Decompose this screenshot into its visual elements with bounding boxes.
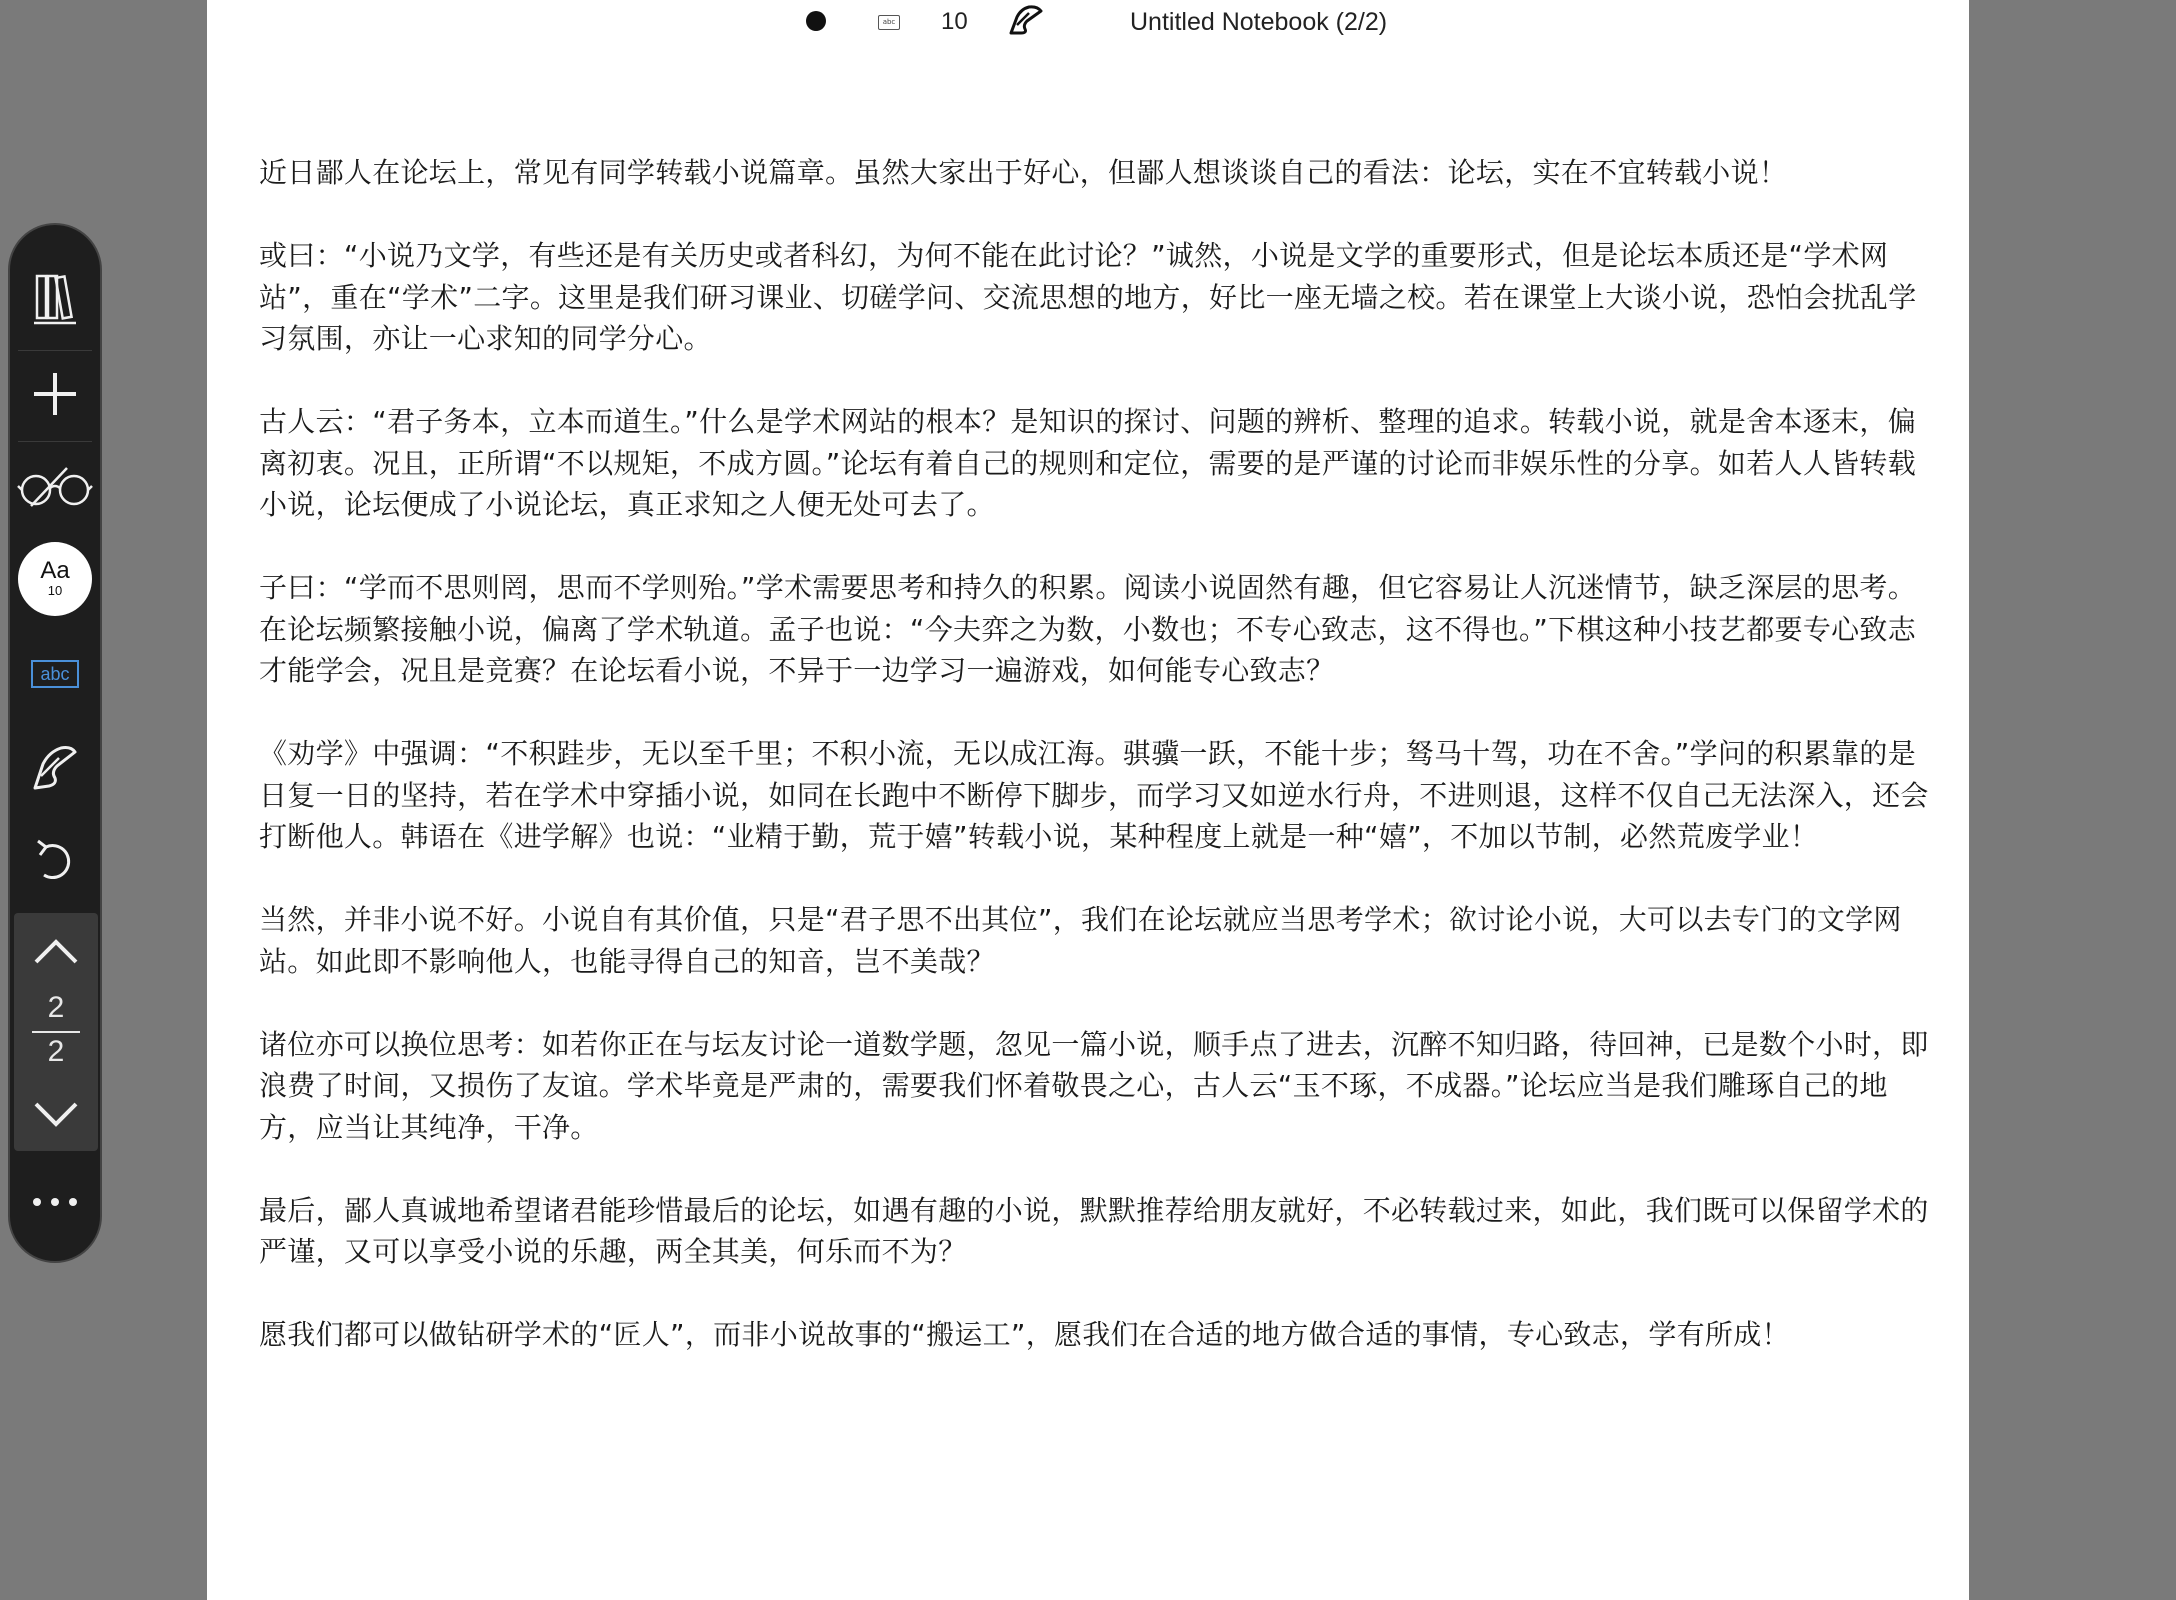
page-fraction-divider — [32, 1031, 80, 1033]
paragraph: 愿我们都可以做钻研学术的“匠人”，而非小说故事的“搬运工”，愿我们在合适的地方做合适的事情，专心致志，学有所成！ — [259, 1318, 1790, 1351]
current-page-number: 2 — [47, 991, 65, 1024]
paragraph: 最后，鄙人真诚地希望诸君能珍惜最后的论坛，如遇有趣的小说，默默推荐给朋友就好，不必转载过来，如此，我们既可以保留学术的严谨，又可以享受小说的乐趣，两全其美，何乐而不为？ — [259, 1193, 1929, 1268]
paragraph: 子曰：“学而不思则罔，思而不学则殆。”学术需要思考和持久的积累。阅读小说固然有趣，但它容易让人沉迷情节，缺乏深层的思考。在论坛频繁接触小说，偏离了学术轨道。孟子也说：“今夫弈之为数，小数也；不专心致志，这不得也。”下棋这种小技艺都要专心致志才能学会，况且是竞赛？在论坛看小说，不异于一边学习一遍游戏，如何能专心致志？ — [259, 571, 1917, 687]
glasses-icon — [17, 464, 93, 508]
chevron-up-icon — [32, 936, 80, 966]
undo-button[interactable] — [10, 821, 100, 899]
font-settings-badge — [18, 542, 92, 616]
paragraph: 诸位亦可以换位思考：如若你正在与坛友讨论一道数学题，忽见一篇小说，顺手点了进去，沉醉不知归路，待回神，已是数个小时，即浪费了时间，又损伤了友谊。学术毕竟是严肃的，需要我们怀着敬畏之心，古人云“玉不琢，不成器。”论坛应当是我们雕琢自己的地方，应当让其纯净，干净。 — [259, 1027, 1929, 1144]
plus-icon — [31, 370, 79, 418]
status-bar — [207, 0, 1969, 44]
pen-icon — [29, 742, 81, 794]
reading-mode-button[interactable] — [10, 447, 100, 525]
chevron-down-icon — [32, 1100, 80, 1130]
library-button[interactable] — [10, 259, 100, 337]
paragraph: 《劝学》中强调：“不积跬步，无以至千里；不积小流，无以成江海。骐骥一跃，不能十步；驽马十驾，功在不舍。”学问的积累靠的是日复一日的坚持，若在学术中穿插小说，如同在长跑中不断停下脚步，而学习又如逆水行舟，不进则退，这样不仅自己无法深入，还会打断他人。韩语在《进学解》也说：“业精于勤，荒于嬉”转载小说，某种程度上就是一种“嬉”，不加以节制，必然荒废学业！ — [259, 737, 1929, 853]
text-mode-icon: abc — [878, 15, 900, 30]
more-options-button[interactable] — [10, 1167, 100, 1237]
toolbar-divider — [18, 350, 92, 351]
side-toolbar — [8, 223, 102, 1263]
text-recognition-button[interactable] — [10, 635, 100, 713]
undo-icon — [32, 835, 78, 885]
add-page-button[interactable] — [10, 355, 100, 433]
font-size-indicator: 10 — [941, 8, 968, 35]
paragraph: 近日鄙人在论坛上，常见有同学转载小说篇章。虽然大家出于好心，但鄙人想谈谈自己的看法：论坛，实在不宜转载小说！ — [259, 156, 1788, 189]
font-size-value: 10 — [47, 583, 63, 598]
previous-page-button[interactable] — [11, 921, 101, 981]
library-icon — [31, 270, 79, 326]
notebook-title: Untitled Notebook (2/2) — [1130, 8, 1388, 36]
document-body[interactable] — [259, 152, 1929, 1397]
font-label: Aa — [40, 557, 70, 584]
paragraph: 古人云：“君子务本，立本而道生。”什么是学术网站的根本？是知识的探讨、问题的辨析、整理的追求。转载小说，就是舍本逐末，偏离初衷。况且，正所谓“不以规矩，不成方圆。”论坛有着自己的规则和定位，需要的是严谨的讨论而非娱乐性的分享。如若人人皆转载小说，论坛便成了小说论坛，真正求知之人便无处可去了。 — [259, 405, 1917, 521]
more-icon — [29, 1196, 81, 1208]
toolbar-divider — [18, 441, 92, 442]
pen-tool-icon — [1007, 3, 1045, 39]
total-pages-number: 2 — [47, 1035, 65, 1068]
paragraph: 或曰：“小说乃文学，有些还是有关历史或者科幻，为何不能在此讨论？”诚然，小说是文学的重要形式，但是论坛本质还是“学术网站”，重在“学术”二字。这里是我们研习课业、切磋学问、交流思想的地方，好比一座无墙之校。若在课堂上大谈小说，恐怕会扰乱学习氛围，亦让一心求知的同学分心。 — [259, 239, 1917, 355]
paragraph: 当然，并非小说不好。小说自有其价值，只是“君子思不出其位”，我们在论坛就应当思考学术；欲讨论小说，大可以去专门的文学网站。如此即不影响他人，也能寻得自己的知音，岂不美哉？ — [259, 903, 1902, 978]
pen-button[interactable] — [10, 729, 100, 807]
abc-icon: abc — [31, 660, 79, 688]
next-page-button[interactable] — [11, 1085, 101, 1145]
font-settings-button[interactable] — [10, 539, 100, 619]
pen-color-indicator-icon — [806, 11, 826, 31]
notebook-page[interactable] — [207, 0, 1969, 1600]
page-navigator — [14, 913, 98, 1151]
